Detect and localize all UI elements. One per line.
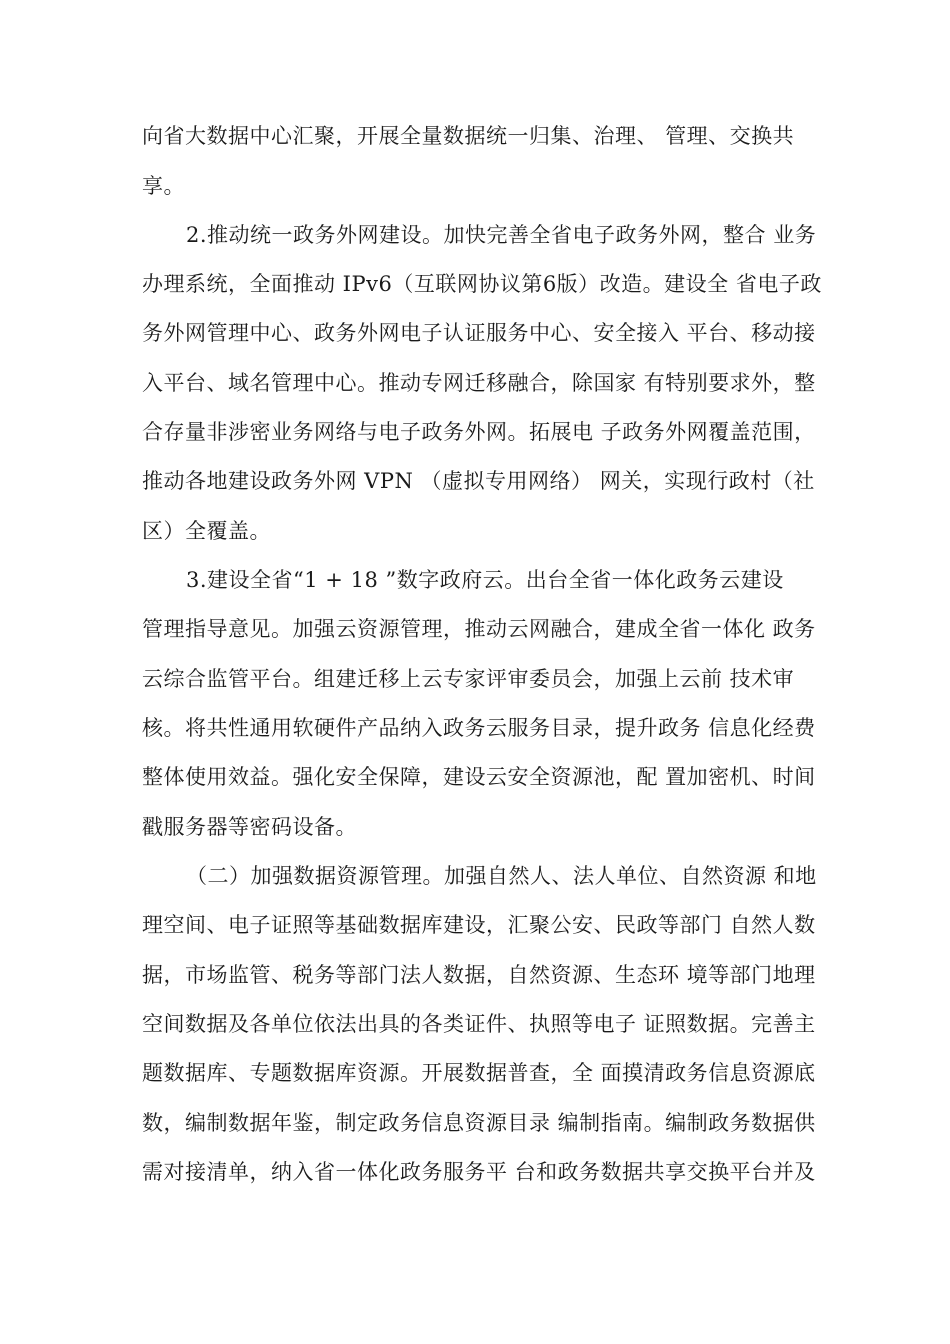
text-line: 入平台、域名管理中心。推动专网迁移融合，除国家 有特别要求外，整: [142, 371, 816, 395]
text-line: 合存量非涉密业务网络与电子政务外网。拓展电 子政务外网覆盖范围，: [142, 420, 816, 444]
section-heading-2: 2.推动统一政务外网建设。加快完善全省电子政务外网，整合 业务: [186, 223, 817, 247]
text-line: 戳服务器等密码设备。: [142, 815, 357, 839]
text-line: 管理指导意见。加强云资源管理，推动云网融合，建成全省一体化 政务: [142, 617, 816, 641]
section-heading-3: 3.建设全省“1 + 18 ”数字政府云。出台全省一体化政务云建设: [186, 568, 784, 592]
text-line: 云综合监管平台。组建迁移上云专家评审委员会，加强上云前 技术审: [142, 667, 795, 691]
text-line: 据，市场监管、税务等部门法人数据，自然资源、生态环 境等部门地理: [142, 963, 816, 987]
text-line: 整体使用效益。强化安全保障，建设云安全资源池，配 置加密机、时间: [142, 765, 816, 789]
text-line: 享。: [142, 174, 185, 198]
text-line: 需对接清单，纳入省一体化政务服务平 台和政务数据共享交换平台并及: [142, 1160, 816, 1184]
text-line: 题数据库、专题数据库资源。开展数据普查，全 面摸清政务信息资源底: [142, 1061, 816, 1085]
text-line: 理空间、电子证照等基础数据库建设，汇聚公安、民政等部门 自然人数: [142, 913, 816, 937]
text-line: 向省大数据中心汇聚，开展全量数据统一归集、治理、 管理、交换共: [142, 124, 795, 148]
text-line: 区）全覆盖。: [142, 519, 271, 543]
section-heading-two: （二）加强数据资源管理。加强自然人、法人单位、自然资源 和地: [186, 864, 817, 888]
text-line: 办理系统，全面推动 IPv6（互联网协议第6版）改造。建设全 省电子政: [142, 272, 822, 296]
text-line: 数，编制数据年鉴，制定政务信息资源目录 编制指南。编制政务数据供: [142, 1111, 816, 1135]
text-line: 务外网管理中心、政务外网电子认证服务中心、安全接入 平台、移动接: [142, 321, 816, 345]
text-line: 空间数据及各单位依法出具的各类证件、执照等电子 证照数据。完善主: [142, 1012, 816, 1036]
text-line: 推动各地建设政务外网 VPN （虚拟专用网络） 网关，实现行政村（社: [142, 469, 815, 493]
text-line: 核。将共性通用软硬件产品纳入政务云服务目录，提升政务 信息化经费: [142, 716, 816, 740]
